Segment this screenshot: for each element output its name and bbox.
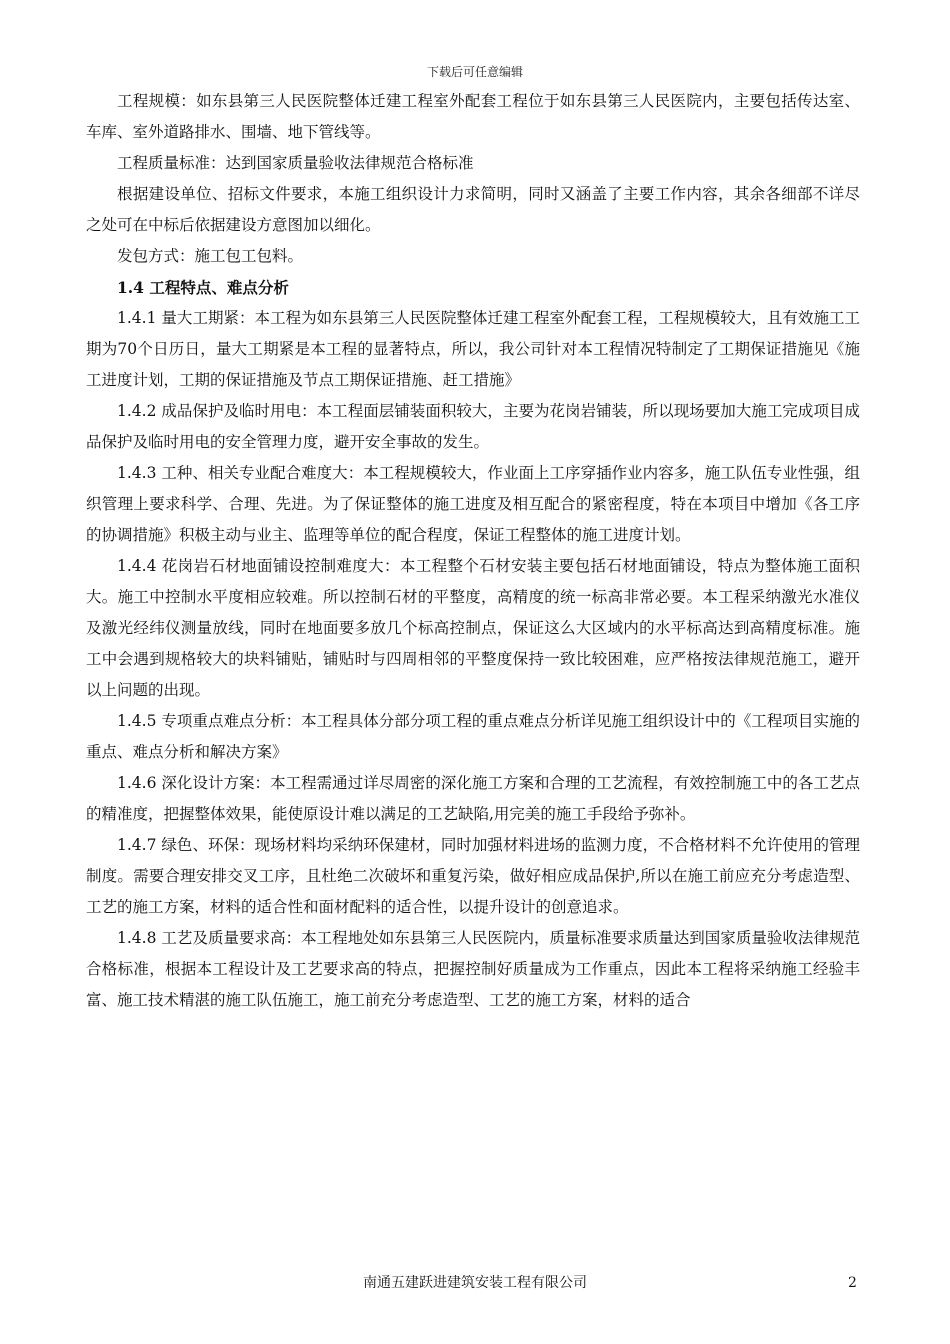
paragraph-1-4-5: 1.4.5 专项重点难点分析：本工程具体分部分项工程的重点难点分析详见施工组织设计中的《工程项目实施的重点、难点分析和解决方案》 [86, 712, 860, 761]
paragraph-1-4-4: 1.4.4 花岗岩石材地面铺设控制难度大：本工程整个石材安装主要包括石材地面铺设，特点为整体施工面积大。施工中控制水平度相应较难。所以控制石材的平整度，高精度的统一标高非常必要。本工程采纳激光水准仪及激光经纬仪测量放线，同时在地面要多放几个标高控制点，保证这么大区域内的水平标高达到高精度标准。施工中会遇到规格较大的块料铺贴，铺贴时与四周相邻的平整度保持一致比较困难，应严格按法律规范施工，避开以上问题的出现。 [86, 557, 860, 699]
paragraph-design-scope: 根据建设单位、招标文件要求，本施工组织设计力求简明，同时又涵盖了主要工作内容，其余各细部不详尽之处可在中标后依据建设方意图加以细化。 [86, 185, 860, 234]
paragraph-1-4-6: 1.4.6 深化设计方案：本工程需通过详尽周密的深化施工方案和合理的工艺流程，有效控制施工中的各工艺点的精准度，把握整体效果，能使原设计难以满足的工艺缺陷,用完美的施工手段给予弥补。 [86, 774, 860, 823]
paragraph-project-scale: 工程规模：如东县第三人民医院整体迁建工程室外配套工程位于如东县第三人民医院内，主要包括传达室、车库、室外道路排水、围墙、地下管线等。 [86, 92, 860, 141]
footer-page-number: 2 [848, 1275, 857, 1291]
paragraph-1-4-1: 1.4.1 量大工期紧：本工程为如东县第三人民医院整体迁建工程室外配套工程，工程规模较大，且有效施工工期为70个日历日，量大工期紧是本工程的显著特点，所以，我公司针对本工程情况特制定了工期保证措施见《施工进度计划，工期的保证措施及节点工期保证措施、赶工措施》 [86, 309, 860, 389]
document-body [86, 86, 860, 1016]
paragraph-1-4-3: 1.4.3 工种、相关专业配合难度大：本工程规模较大，作业面上工序穿插作业内容多，施工队伍专业性强，组织管理上要求科学、合理、先进。为了保证整体的施工进度及相互配合的紧密程度，特在本项目中增加《各工序的协调措施》积极主动与业主、监理等单位的配合程度，保证工程整体的施工进度计划。 [86, 464, 860, 544]
section-heading-1-4: 1.4 工程特点、难点分析 [117, 278, 289, 297]
header-note: 下载后可任意编辑 [426, 65, 523, 79]
paragraph-quality-standard: 工程质量标准：达到国家质量验收法律规范合格标准 [117, 154, 474, 172]
paragraph-1-4-7: 1.4.7 绿色、环保：现场材料均采纳环保建材，同时加强材料进场的监测力度，不合格材料不允许使用的管理制度。需要合理安排交叉工序，且杜绝二次破坏和重复污染，做好相应成品保护,所以在施工前应充分考虑造型、工艺的施工方案，材料的适合性和面材配料的适合性，以提升设计的创意追求。 [86, 836, 860, 916]
paragraph-1-4-8: 1.4.8 工艺及质量要求高：本工程地处如东县第三人民医院内，质量标准要求质量达到国家质量验收法律规范合格标准，根据本工程设计及工艺要求高的特点，把握控制好质量成为工作重点，因此本工程将采纳施工经验丰富、施工技术精湛的施工队伍施工，施工前充分考虑造型、工艺的施工方案，材料的适合 [86, 929, 860, 1009]
paragraph-1-4-2: 1.4.2 成品保护及临时用电：本工程面层铺装面积较大，主要为花岗岩铺装，所以现场要加大施工完成项目成品保护及临时用电的安全管理力度，避开安全事故的发生。 [86, 402, 860, 451]
paragraph-contract-method: 发包方式：施工包工包料。 [117, 247, 304, 265]
footer-company-name: 南通五建跃进建筑安装工程有限公司 [363, 1275, 587, 1291]
